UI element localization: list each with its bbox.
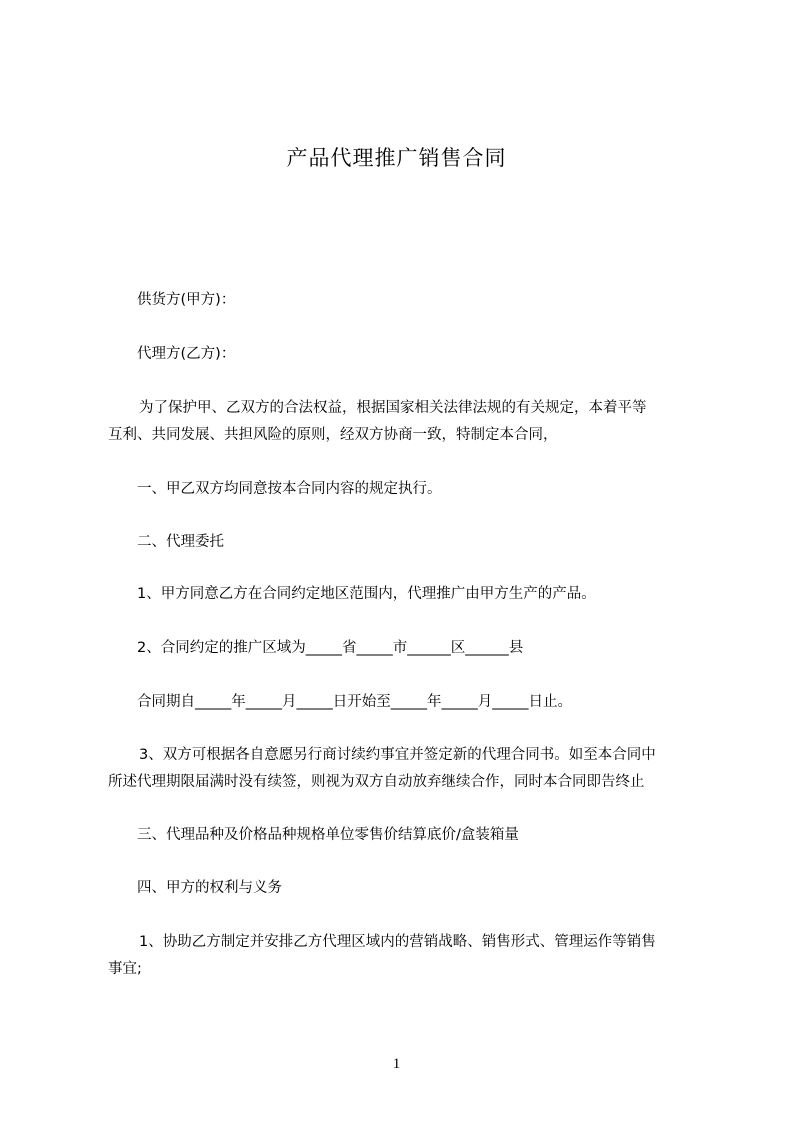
clause-2-heading: 二、代理委托 [137,534,224,550]
clause-4-1-line-2: 事宜; [108,961,142,977]
contract-period-text: 合同期自_____年_____月_____日开始至_____年_____月_____日止。 [137,694,572,710]
document-title: 产品代理推广销售合同 [286,146,507,170]
clause-4-1-line-1: 1、协助乙方制定并安排乙方代理区域内的营销战略、销售形式、管理运作等销售 [139,934,656,950]
clause-1-text: 一、甲乙双方均同意按本合同内容的规定执行。 [137,481,442,497]
clause-2-1-text: 1、甲方同意乙方在合同约定地区范围内，代理推广由甲方生产的产品。 [137,586,596,602]
clause-2-3-line-1: 3、双方可根据各自意愿另行商讨续约事宜并签定新的代理合同书。如至本合同中 [139,747,656,763]
page-number: 1 [392,1056,401,1072]
preamble-line-2: 互利、共同发展、共担风险的原则，经双方协商一致，特制定本合同， [108,427,558,443]
clause-2-3-line-2: 所述代理期限届满时没有续签，则视为双方自动放弃继续合作，同时本合同即告终止 [108,774,645,790]
clause-4-heading: 四、甲方的权利与义务 [137,880,282,896]
agent-line: 代理方(乙方)： [137,346,236,362]
clause-3-heading: 三、代理品种及价格品种规格单位零售价结算底价/盒装箱量 [137,827,519,843]
clause-2-2-text: 2、合同约定的推广区域为_____省_____市______区______县 [137,640,524,656]
supplier-line: 供货方(甲方)： [137,292,236,308]
preamble-line-1: 为了保护甲、乙双方的合法权益，根据国家相关法律法规的有关规定，本着平等 [139,400,647,416]
